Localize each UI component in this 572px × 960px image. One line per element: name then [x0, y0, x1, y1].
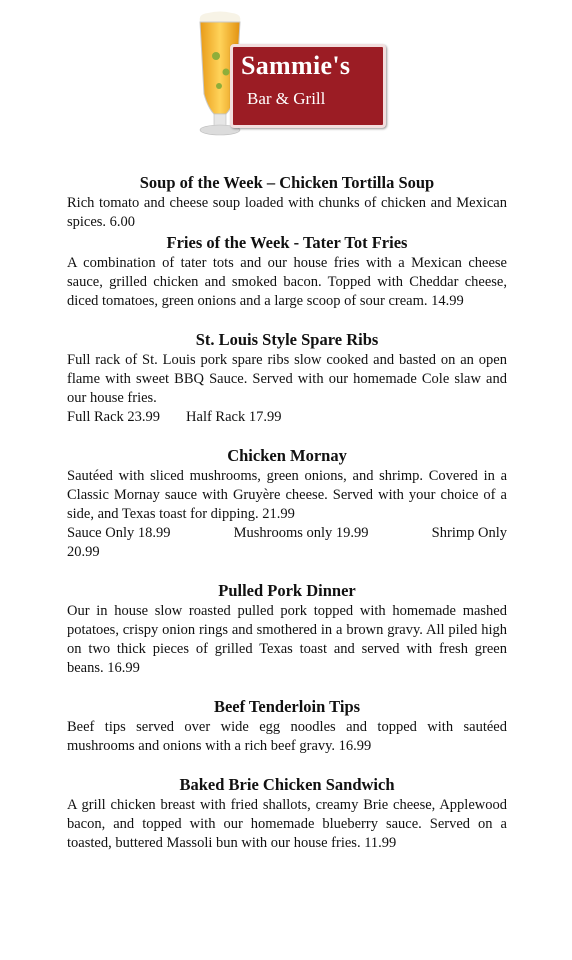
brand-name: Sammie's [241, 51, 351, 80]
menu-content [67, 172, 507, 853]
menu-item [67, 445, 507, 562]
menu-item-title: Beef Tenderloin Tips [213, 697, 361, 716]
menu-item [67, 232, 507, 311]
menu-item-title: Fries of the Week - Tater Tot Fries [166, 233, 408, 252]
menu-item-description: Beef tips served over wide egg noodles and topped with sautéed mushrooms and onions with a rich beef gravy. 16.99 [67, 719, 507, 754]
restaurant-logo [186, 10, 386, 140]
menu-item-description: Full rack of St. Louis pork spare ribs slow cooked and basted on an open flame with sweet BBQ Sauce. Served with our homemade Cole slaw and our house fries. [67, 352, 507, 406]
menu-item [67, 774, 507, 853]
price-option: Mushrooms only 19.99 [233, 525, 369, 541]
menu-item-description: Sautéed with sliced mushrooms, green onions, and shrimp. Covered in a Classic Mornay sauce with Gruyère cheese. Served with your choice of a side, and Texas toast for dipping. 21.99 [67, 468, 507, 522]
menu-item [67, 696, 507, 756]
menu-item-description: A grill chicken breast with fried shallots, creamy Brie cheese, Applewood bacon, and topped with our homemade blueberry sauce. Served on a toasted, buttered Massoli bun with our house fries. 11.99 [67, 797, 507, 851]
price-option: Full Rack 23.99 [67, 409, 161, 425]
menu-item-title: St. Louis Style Spare Ribs [195, 330, 379, 349]
menu-item-title: Baked Brie Chicken Sandwich [179, 775, 395, 794]
brand-subtitle: Bar & Grill [247, 89, 326, 108]
price-option: Half Rack 17.99 [186, 409, 282, 425]
menu-item-prices [67, 524, 507, 543]
price-option: Sauce Only 18.99 [67, 525, 171, 541]
brand-box [230, 44, 386, 128]
menu-item [67, 172, 507, 232]
menu-item [67, 329, 507, 427]
menu-item-description: Rich tomato and cheese soup loaded with chunks of chicken and Mexican spices. 6.00 [67, 195, 507, 230]
price-option: Shrimp Only [431, 525, 507, 541]
menu-item-title: Chicken Mornay [227, 446, 347, 465]
menu-item-description: A combination of tater tots and our house fries with a Mexican cheese sauce, grilled chicken and smoked bacon. Topped with Cheddar cheese, diced tomatoes, green onions and a large scoop of sour cream. 14.99 [67, 255, 507, 309]
price-tail: 20.99 [67, 544, 100, 560]
menu-item-prices [67, 408, 507, 427]
menu-item [67, 580, 507, 678]
menu-item-description: Our in house slow roasted pulled pork topped with homemade mashed potatoes, crispy onion rings and smothered in a brown gravy. All piled high on two thick pieces of grilled Texas toast and served with fresh green beans. 16.99 [67, 603, 507, 676]
menu-item-title: Soup of the Week – Chicken Tortilla Soup [139, 173, 435, 192]
menu-item-title: Pulled Pork Dinner [218, 581, 356, 600]
